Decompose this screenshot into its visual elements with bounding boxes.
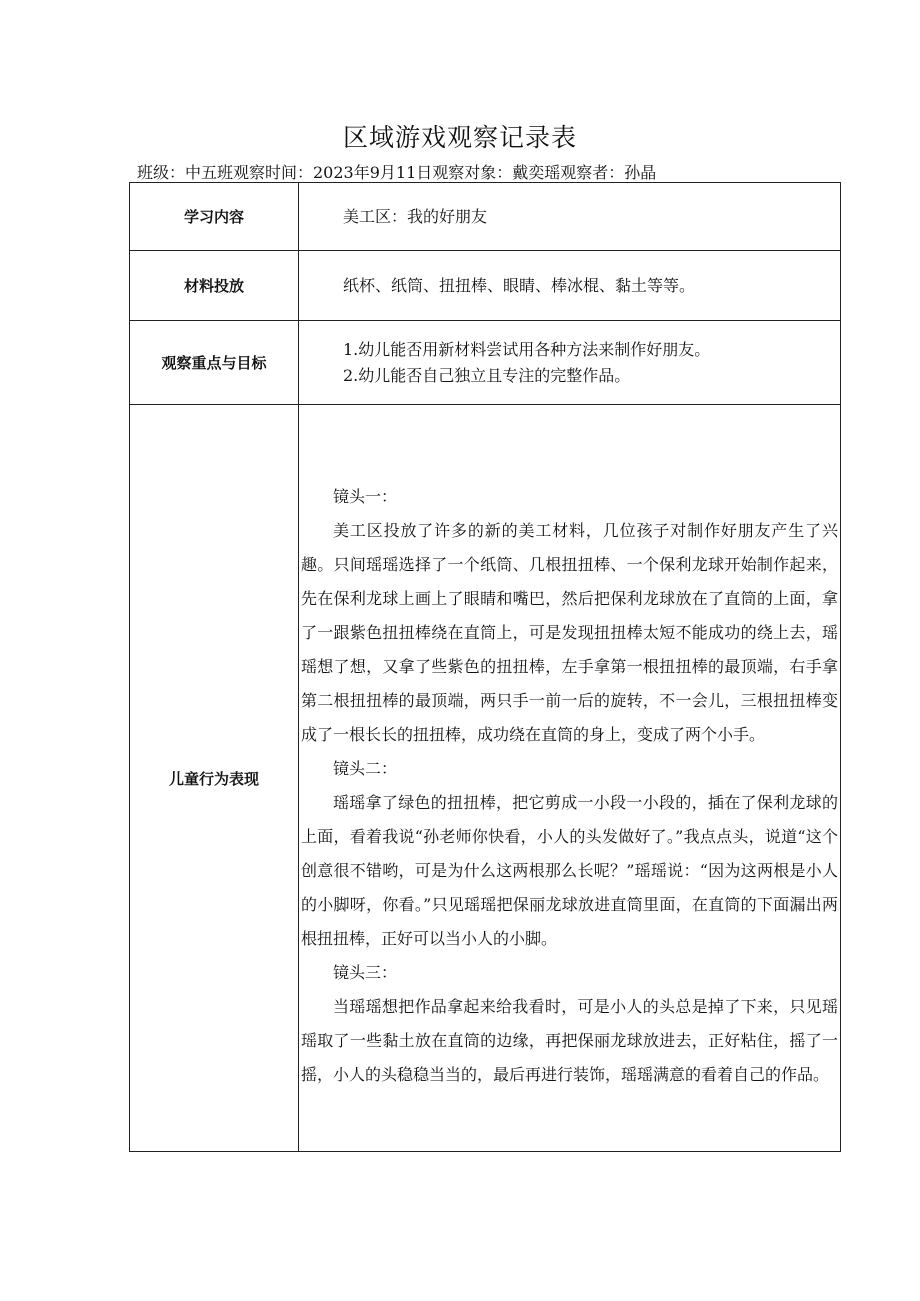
- document-title: 区域游戏观察记录表: [342, 123, 577, 152]
- table-row-behavior: [130, 405, 841, 1152]
- focus-goals-value: [299, 321, 841, 405]
- shot-2-heading: 镜头二：: [333, 759, 398, 778]
- focus-goals-label: 观察重点与目标: [130, 321, 299, 405]
- shot-2-text: 瑶瑶拿了绿色的扭扭棒，把它剪成一小段一小段的，插在了保利龙球的上面，看着我说“孙老师你快看，小人的头发做好了。”我点点头，说道“这个创意很不错哟，可是为什么这两根那么长呢？”瑶瑶说：“因为这两根是小人的小脚呀，你看。”只见瑶瑶把保丽龙球放进直筒里面，在直筒的下面漏出两根扭扭棒，正好可以当小人的小脚。: [301, 793, 838, 948]
- goal-item-1: 1.幼儿能否用新材料尝试用各种方法来制作好朋友。: [343, 339, 711, 359]
- materials-label: 材料投放: [130, 251, 299, 321]
- shot-3-heading: 镜头三：: [333, 963, 398, 982]
- materials-value: 纸杯、纸筒、扭扭棒、眼睛、棒冰棍、黏土等等。: [299, 251, 841, 321]
- table-row-focus-goals: [130, 321, 841, 405]
- learning-content-label: 学习内容: [130, 183, 299, 251]
- table-row-materials: [130, 251, 841, 321]
- behavior-value: [299, 405, 841, 1152]
- table-row-learning-content: [130, 183, 841, 251]
- shot-3-text: 当瑶瑶想把作品拿起来给我看时，可是小人的头总是掉了下来，只见瑶瑶取了一些黏土放在直筒的边缘，再把保丽龙球放进去，正好粘住，摇了一摇，小人的头稳稳当当的，最后再进行装饰，瑶瑶满意的看着自己的作品。: [301, 997, 838, 1084]
- behavior-label: 儿童行为表现: [130, 405, 299, 1152]
- observation-record-table: [129, 182, 841, 1152]
- learning-content-value: 美工区：我的好朋友: [299, 183, 841, 251]
- shot-1-heading: 镜头一：: [333, 487, 398, 506]
- observation-info-line: 班级：中五班观察时间：2023年9月11日观察对象：戴奕瑶观察者：孙晶: [137, 163, 657, 182]
- goal-item-2: 2.幼儿能否自己独立且专注的完整作品。: [343, 365, 631, 385]
- shot-1-text: 美工区投放了许多的新的美工材料，几位孩子对制作好朋友产生了兴趣。只间瑶瑶选择了一个纸筒、几根扭扭棒、一个保利龙球开始制作起来，先在保利龙球上画上了眼睛和嘴巴，然后把保利龙球放在了直筒的上面，拿了一跟紫色扭扭棒绕在直筒上，可是发现扭扭棒太短不能成功的绕上去，瑶瑶想了想，又拿了些紫色的扭扭棒，左手拿第一根扭扭棒的最顶端，右手拿第二根扭扭棒的最顶端，两只手一前一后的旋转，不一会儿，三根扭扭棒变成了一根长长的扭扭棒，成功绕在直筒的身上，变成了两个小手。: [301, 521, 838, 744]
